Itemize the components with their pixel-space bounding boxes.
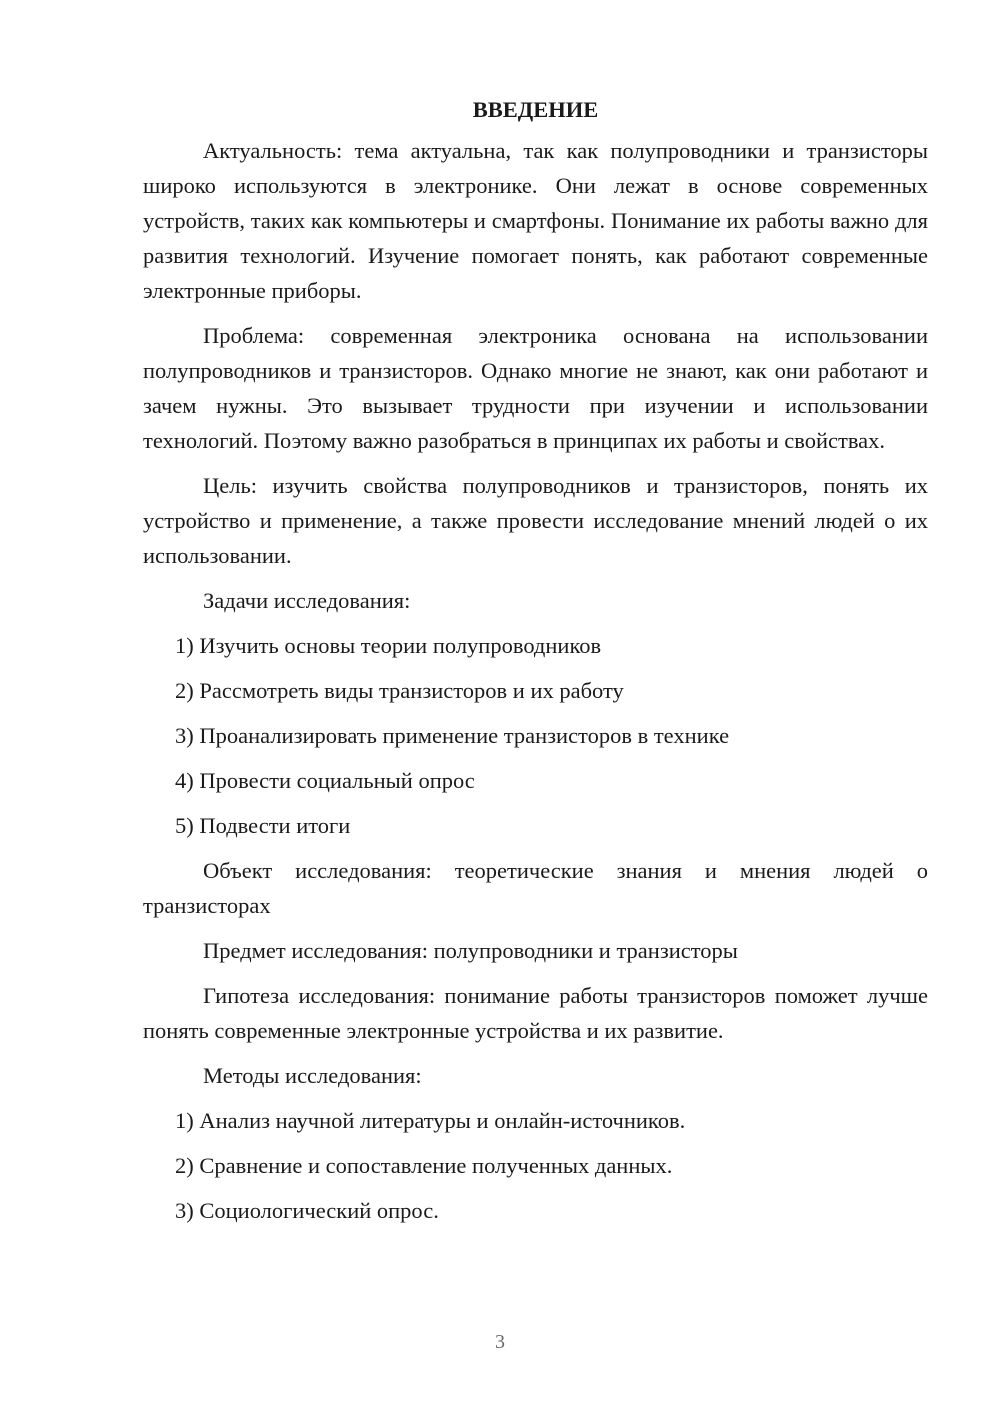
- page-content: [143, 92, 928, 1238]
- list-item: 3) Проанализировать применение транзисторов в технике: [175, 723, 730, 748]
- list-item: 4) Провести социальный опрос: [175, 768, 475, 793]
- methods-list: [143, 1103, 928, 1228]
- relevance-paragraph: Актуальность: тема актуальна, так как полупроводники и транзисторы широко используются в электронике. Они лежат в основе современных устройств, таких как компьютеры и смартфоны. Понимание их работы важно для развития технологий. Изучение помогает понять, как работают современные электронные приборы.: [143, 138, 928, 303]
- goal-paragraph: Цель: изучить свойства полупроводников и транзисторов, понять их устройство и применение, а также провести исследование мнений людей о их использовании.: [143, 473, 928, 568]
- section-title: ВВЕДЕНИЕ: [472, 97, 599, 122]
- hypothesis-paragraph: Гипотеза исследования: понимание работы транзисторов поможет лучше понять современные электронные устройства и их развитие.: [143, 983, 928, 1043]
- list-item: 2) Сравнение и сопоставление полученных данных.: [175, 1153, 673, 1178]
- problem-paragraph: Проблема: современная электроника основана на использовании полупроводников и транзисторов. Однако многие не знают, как они работают и зачем нужны. Это вызывает трудности при изучении и использовании технологий. Поэтому важно разобраться в принципах их работы и свойствах.: [143, 323, 928, 453]
- list-item: 3) Социологический опрос.: [175, 1198, 439, 1223]
- list-item: 1) Изучить основы теории полупроводников: [175, 633, 602, 658]
- list-item: 2) Рассмотреть виды транзисторов и их работу: [175, 678, 624, 703]
- methods-heading: Методы исследования:: [203, 1063, 422, 1088]
- tasks-list: [143, 628, 928, 843]
- list-item: 1) Анализ научной литературы и онлайн-источников.: [175, 1108, 686, 1133]
- tasks-heading: Задачи исследования:: [203, 588, 411, 613]
- list-item: 5) Подвести итоги: [175, 813, 351, 838]
- subject-paragraph: Предмет исследования: полупроводники и транзисторы: [203, 938, 738, 963]
- object-paragraph: Объект исследования: теоретические знания и мнения людей о транзисторах: [143, 858, 928, 918]
- page-number: 3: [495, 1331, 505, 1353]
